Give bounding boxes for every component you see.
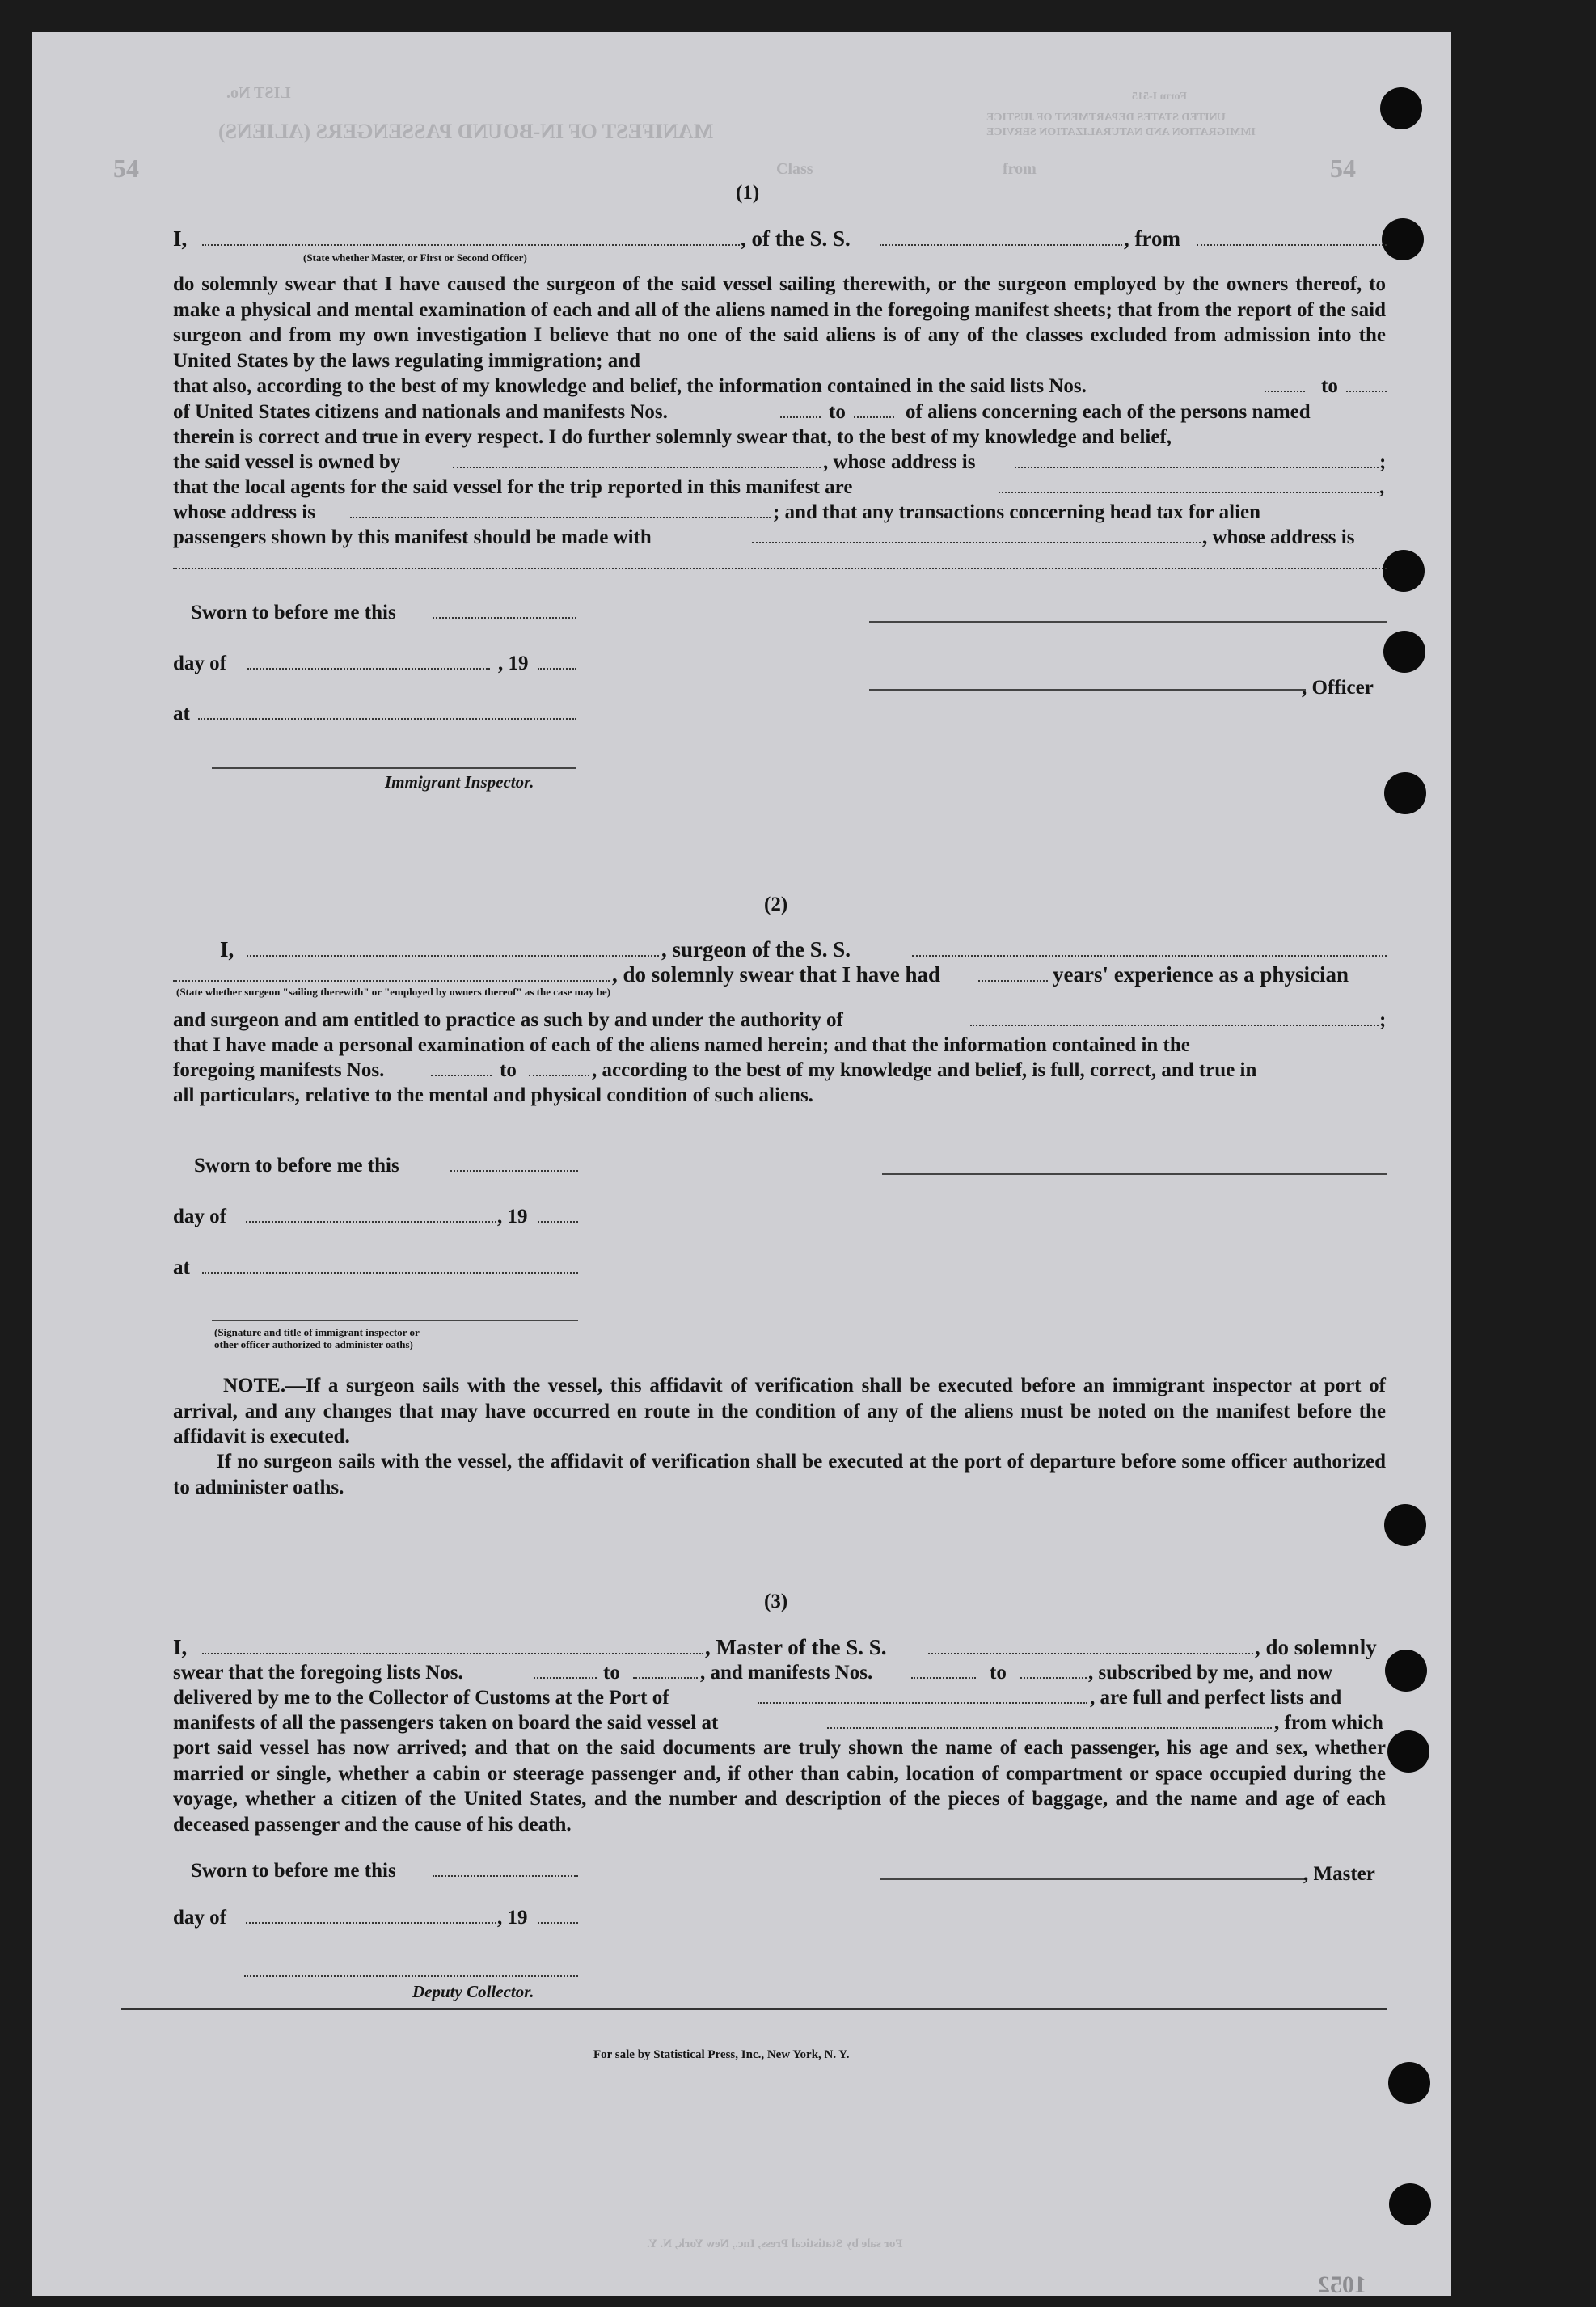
- signature-line: [869, 689, 1306, 691]
- text-line: foregoing manifests Nos.: [173, 1059, 385, 1081]
- note-text: —If a surgeon sails with the vessel, this affidavit of verification shall be executed before an immigrant inspector at port of arrival, and any changes that may have occurred en route in the condition of any of the aliens must be noted on the manifest before the affidavit is executed.: [173, 1375, 1386, 1447]
- blank-line: [450, 1170, 578, 1172]
- text-line: ; and that any transactions concerning head tax for alien: [773, 501, 1261, 523]
- blank-line: [246, 1922, 496, 1924]
- punch-hole: [1388, 2062, 1430, 2104]
- text-line: , according to the best of my knowledge and belief, is full, correct, and true in: [592, 1059, 1257, 1081]
- blank-line: [247, 955, 659, 957]
- section-number: (2): [764, 894, 788, 915]
- text-line: swear that the foregoing lists Nos.: [173, 1662, 463, 1684]
- blank-line: [431, 1075, 492, 1076]
- blank-line: [433, 1875, 578, 1877]
- day-of-label: day of: [173, 653, 226, 674]
- blank-line: [350, 517, 771, 518]
- blank-line: [538, 668, 576, 670]
- blank-line: [1015, 467, 1379, 468]
- ghost-page-number: 54: [1330, 154, 1356, 183]
- text-i: I,: [173, 226, 188, 251]
- text-master: , Master of the S. S.: [705, 1635, 887, 1659]
- document-page: [32, 32, 1451, 2296]
- inspector-caption: Immigrant Inspector.: [385, 772, 534, 792]
- blank-line: [538, 1922, 578, 1924]
- officer-label: , Officer: [1302, 677, 1374, 699]
- punch-hole: [1383, 631, 1425, 673]
- text-line: to: [990, 1662, 1007, 1684]
- blank-line: [173, 568, 1387, 569]
- blank-line: [1020, 1677, 1087, 1679]
- blank-line: [911, 1677, 976, 1679]
- text-line: , do solemnly swear that I have had: [612, 962, 941, 987]
- punch-hole: [1387, 1730, 1429, 1773]
- note-paragraph: If no surgeon sails with the vessel, the affidavit of verification shall be executed at the port of departure before some officer authorized to administer oaths.: [173, 1451, 1386, 1498]
- blank-line: [202, 244, 740, 246]
- text-line: and surgeon and am entitled to practice as such by and under the authority of: [173, 1009, 843, 1031]
- blank-line: [752, 542, 1201, 543]
- signature-line: [882, 1173, 1387, 1175]
- day-of-label: day of: [173, 1907, 226, 1929]
- blank-line: [970, 1025, 1379, 1026]
- text-line: all particulars, relative to the mental and physical condition of such aliens.: [173, 1084, 813, 1106]
- sworn-label: Sworn to before me this: [191, 1860, 396, 1882]
- ghost-from-label: from: [1003, 160, 1037, 178]
- blank-line: [244, 1975, 578, 1977]
- at-label: at: [173, 703, 190, 725]
- text-line: , are full and perfect lists and: [1090, 1687, 1342, 1709]
- punch-hole: [1385, 1650, 1427, 1692]
- text-line: to: [1321, 375, 1338, 397]
- blank-line: [1346, 391, 1387, 392]
- oath-paragraph: port said vessel has now arrived; and that on the said documents are truly shown the name of each passenger, his age and sex, whether married or single, whether a cabin or steerage passenger and, if other than cabin, location of compartment or space occupied during the voyage, whether a citizen of the United States, and the number and description of the pieces of baggage, and the name and age of each deceased passenger and the cause of his death.: [173, 1737, 1386, 1836]
- text-solemnly: , do solemnly: [1255, 1635, 1377, 1659]
- signature-line: [880, 1878, 1307, 1880]
- text-line: , subscribed by me, and now: [1088, 1662, 1333, 1684]
- blank-line: [433, 617, 576, 619]
- blank-line: [453, 467, 821, 468]
- ghost-manifest-title: MANIFEST OF IN-BOUND PASSENGERS (ALIENS): [218, 120, 714, 143]
- text-line: ;: [1379, 1009, 1387, 1031]
- note-label: NOTE.: [223, 1375, 286, 1396]
- blank-line: [173, 980, 610, 982]
- blank-line: [854, 416, 894, 418]
- text-line: whose address is: [173, 501, 315, 523]
- blank-line: [780, 416, 821, 418]
- text-line: to: [829, 401, 846, 423]
- text-line: to: [500, 1059, 517, 1081]
- section-number: (1): [736, 182, 760, 204]
- note-paragraph: [173, 1373, 1386, 1450]
- sworn-label: Sworn to before me this: [194, 1155, 399, 1177]
- oath-paragraph: do solemnly swear that I have caused the surgeon of the said vessel sailing therewith, or the surgeon employed by the owners thereof, to make a physical and mental examination of each and all of the aliens named in the foregoing manifest sheets; that from the report of the said surgeon and from my own investigation I believe that no one of the said aliens is of any of the classes excluded from admission into the United States by the laws regulating immigration; and: [173, 273, 1386, 372]
- text-surgeon: , surgeon of the S. S.: [661, 937, 851, 961]
- day-of-label: day of: [173, 1206, 226, 1227]
- year-label: , 19: [498, 653, 529, 674]
- text-line: passengers shown by this manifest should be made with: [173, 526, 652, 548]
- signature-caption: (Signature and title of immigrant inspector or: [214, 1326, 420, 1338]
- bottom-handwritten-mark: 1052: [1318, 2271, 1366, 2298]
- text-line: years' experience as a physician: [1053, 962, 1349, 987]
- text-of-ss: , of the S. S.: [741, 226, 851, 251]
- punch-hole: [1384, 772, 1426, 814]
- section-number: (3): [764, 1591, 788, 1612]
- blank-line: [202, 1272, 578, 1274]
- text-line: , whose address is: [823, 451, 976, 473]
- text-line: that the local agents for the said vessel for the trip reported in this manifest are: [173, 476, 853, 498]
- text-i: I,: [220, 937, 234, 961]
- signature-line: [212, 1320, 578, 1321]
- blank-line: [246, 1221, 496, 1223]
- blank-line: [912, 955, 1387, 957]
- text-line: the said vessel is owned by: [173, 451, 401, 473]
- blank-line: [538, 1221, 578, 1223]
- text-line: of United States citizens and nationals and manifests Nos.: [173, 401, 668, 423]
- text-line: , and manifests Nos.: [700, 1662, 873, 1684]
- sworn-label: Sworn to before me this: [191, 602, 396, 623]
- ghost-form-no: Form I-515: [1132, 91, 1188, 103]
- blank-line: [758, 1702, 1087, 1704]
- blank-line: [1197, 244, 1387, 246]
- ghost-dept-line: UNITED STATES DEPARTMENT OF JUSTICE: [986, 112, 1226, 124]
- text-line: to: [603, 1662, 620, 1684]
- ghost-class-label: Class: [776, 160, 813, 178]
- officer-caption: (State whether Master, or First or Second Officer): [303, 251, 527, 264]
- punch-hole: [1384, 1504, 1426, 1546]
- text-line: that also, according to the best of my knowledge and belief, the information contained in the said lists Nos.: [173, 375, 1087, 397]
- punch-hole: [1383, 550, 1425, 592]
- text-from: , from: [1124, 226, 1180, 251]
- text-line: , from which: [1274, 1712, 1383, 1734]
- blank-line: [827, 1727, 1272, 1729]
- blank-line: [999, 492, 1379, 493]
- blank-line: [198, 718, 576, 720]
- blank-line: [247, 668, 490, 670]
- signature-line: [212, 767, 576, 769]
- surgeon-caption: (State whether surgeon "sailing therewith" or "employed by owners thereof" as the case may be): [176, 986, 611, 998]
- deputy-caption: Deputy Collector.: [412, 1982, 534, 2001]
- footer-imprint: For sale by Statistical Press, Inc., New York, N. Y.: [593, 2048, 850, 2061]
- punch-hole: [1380, 87, 1422, 129]
- ghost-dept-line: IMMIGRATION AND NATURALIZATION SERVICE: [986, 126, 1256, 138]
- year-label: , 19: [497, 1907, 528, 1929]
- punch-hole: [1382, 218, 1424, 260]
- blank-line: [880, 244, 1122, 246]
- text-line: ;: [1379, 451, 1387, 473]
- text-line: of aliens concerning each of the persons named: [906, 401, 1311, 423]
- blank-line: [202, 1653, 703, 1654]
- text-line: that I have made a personal examination of each of the aliens named herein; and that the information contained in the: [173, 1034, 1190, 1056]
- blank-line: [978, 980, 1048, 982]
- ghost-reverse-imprint: For sale by Statistical Press, Inc., New York, N. Y.: [647, 2237, 903, 2250]
- signature-line: [869, 621, 1387, 623]
- blank-line: [534, 1677, 597, 1679]
- text-i: I,: [173, 1635, 188, 1659]
- master-label: , Master: [1303, 1863, 1375, 1885]
- at-label: at: [173, 1257, 190, 1278]
- footer-rule: [121, 2008, 1387, 2010]
- blank-line: [928, 1653, 1253, 1654]
- text-line: delivered by me to the Collector of Customs at the Port of: [173, 1687, 669, 1709]
- blank-line: [529, 1075, 589, 1076]
- signature-caption: other officer authorized to administer oaths): [214, 1338, 413, 1350]
- text-line: , whose address is: [1202, 526, 1355, 548]
- blank-line: [1265, 391, 1305, 392]
- text-line: manifests of all the passengers taken on board the said vessel at: [173, 1712, 719, 1734]
- year-label: , 19: [497, 1206, 528, 1227]
- ghost-list-no: LIST No.: [226, 84, 291, 102]
- blank-line: [633, 1677, 698, 1679]
- text-line: ,: [1379, 476, 1385, 498]
- ghost-page-number: 54: [113, 154, 139, 183]
- text-line: therein is correct and true in every respect. I do further solemnly swear that, to the best of my knowledge and belief,: [173, 426, 1172, 448]
- punch-hole: [1389, 2183, 1431, 2225]
